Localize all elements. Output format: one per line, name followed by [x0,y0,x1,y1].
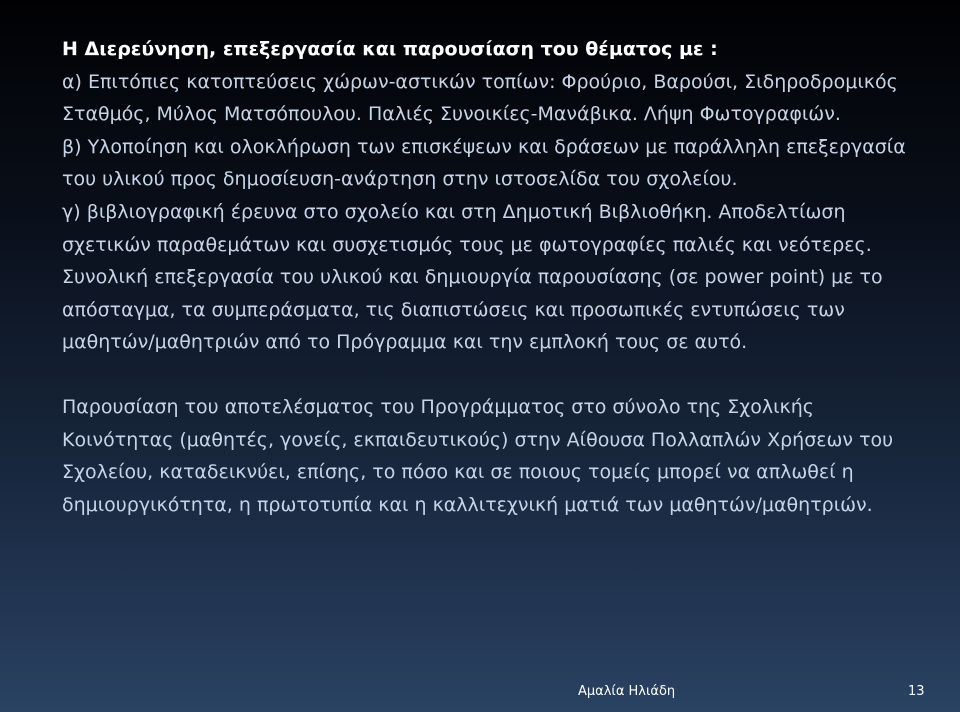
slide-content [62,33,912,521]
paragraph-spacer [62,359,912,391]
item-a: α) Επιτόπιες κατοπτεύσεις χώρων-αστικών τοπίων: Φρούριο, Βαρούσι, Σιδηροδρομικός Σταθμός, Μύλος Ματσόπουλου. Παλιές Συνοικίες-Μανάβικα. Λήψη Φωτογραφιών. [62,70,898,126]
item-c: γ) βιβλιογραφική έρευνα στο σχολείο και στη Δημοτική Βιβλιοθήκη. Αποδελτίωση σχετικών παραθεμάτων και συσχετισμός τους με φωτογραφίες παλιές και νεότερες. Συνολική επεξεργασία του υλικού και δημιουργία παρουσίασης (σε power point) με το απόσταγμα, τα συμπεράσματα, τις διαπιστώσεις και προσωπικές εντυπώσεις των μαθητών/μαθητριών από το Πρόγραμμα και την εμπλοκή τους σε αυτό. [62,200,883,354]
page-number: 13 [908,684,925,699]
closing-paragraph: Παρουσίαση του αποτελέσματος του Προγράμματος στο σύνολο της Σχολικής Κοινότητας (μαθητές, γονείς, εκπαιδευτικούς) στην Αίθουσα Πολλαπλών Χρήσεων του Σχολείου, καταδεικνύει, επίσης, το πόσο και σε ποιους τομείς μπορεί να απλωθεί η δημιουργικότητα, η πρωτοτυπία και η καλλιτεχνική ματιά των μαθητών/μαθητριών. [62,395,894,516]
footer-author: Αμαλία Ηλιάδη [578,684,676,699]
item-b: β) Υλοποίηση και ολοκλήρωση των επισκέψεων και δράσεων με παράλληλη επεξεργασία του υλικού προς δημοσίευση-ανάρτηση στην ιστοσελίδα του σχολείου. [62,135,906,191]
slide-heading: Η Διερεύνηση, επεξεργασία και παρουσίαση του θέματος με : [62,38,718,60]
